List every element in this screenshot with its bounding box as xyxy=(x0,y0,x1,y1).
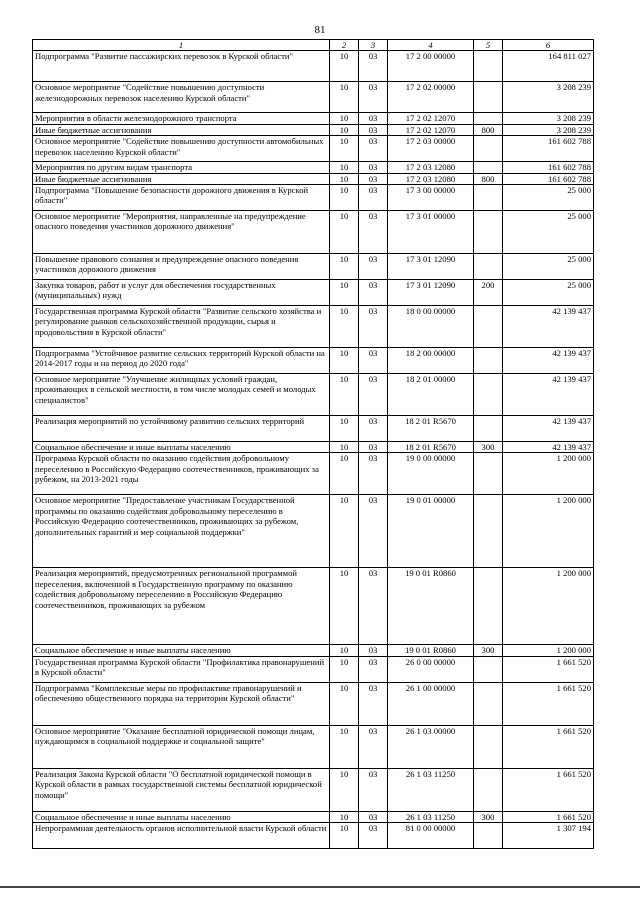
row-expense-type xyxy=(474,725,503,768)
row-target-code: 18 2 00 00000 xyxy=(388,348,474,374)
row-amount: 161 602 788 xyxy=(503,136,594,162)
row-amount: 42 139 437 xyxy=(503,442,594,453)
row-name: Социальное обеспечение и иные выплаты населению xyxy=(33,645,330,656)
row-expense-type xyxy=(474,254,503,280)
table-row xyxy=(33,82,594,113)
row-amount: 161 602 788 xyxy=(503,173,594,184)
row-expense-type xyxy=(474,113,503,124)
row-name: Непрограммная деятельность органов исполнительной власти Курской области xyxy=(33,823,330,849)
row-section: 10 xyxy=(330,823,359,849)
row-subsection: 03 xyxy=(359,173,388,184)
row-section: 10 xyxy=(330,51,359,82)
row-target-code: 18 2 01 R5670 xyxy=(388,416,474,442)
row-section: 10 xyxy=(330,442,359,453)
table-row xyxy=(33,442,594,453)
row-amount: 164 811 027 xyxy=(503,51,594,82)
row-target-code: 17 2 02 12070 xyxy=(388,124,474,135)
column-header: 5 xyxy=(474,40,503,51)
scan-edge xyxy=(0,886,640,888)
row-subsection: 03 xyxy=(359,348,388,374)
row-expense-type: 800 xyxy=(474,124,503,135)
table-row xyxy=(33,725,594,768)
column-header: 1 xyxy=(33,40,330,51)
row-subsection: 03 xyxy=(359,725,388,768)
row-target-code: 81 0 00 00000 xyxy=(388,823,474,849)
row-amount: 25 000 xyxy=(503,211,594,254)
row-amount: 1 200 000 xyxy=(503,495,594,568)
row-section: 10 xyxy=(330,173,359,184)
table-row xyxy=(33,113,594,124)
row-name: Реализация мероприятий, предусмотренных региональной программой переселения, включенной в Государственную программу по оказанию содействия добровольному переселению в Российскую Федерацию соотечественников, проживающих за рубежом xyxy=(33,568,330,645)
row-target-code: 17 2 00 00000 xyxy=(388,51,474,82)
row-name: Иные бюджетные ассигнования xyxy=(33,173,330,184)
row-expense-type xyxy=(474,656,503,682)
row-expense-type: 300 xyxy=(474,645,503,656)
row-target-code: 19 0 01 R0860 xyxy=(388,645,474,656)
table-row xyxy=(33,682,594,725)
row-name: Основное мероприятие "Предоставление участникам Государственной программы по оказанию содействия добровольному переселению в Российскую Федерацию соотечественников, проживающих за рубежом, дополнительных гарантий и мер социальной поддержки" xyxy=(33,495,330,568)
row-amount: 1 661 520 xyxy=(503,725,594,768)
row-name: Мероприятия по другим видам транспорта xyxy=(33,162,330,173)
row-expense-type xyxy=(474,211,503,254)
row-target-code: 26 0 00 00000 xyxy=(388,656,474,682)
row-target-code: 17 3 01 12090 xyxy=(388,280,474,306)
table-row xyxy=(33,495,594,568)
table-row xyxy=(33,348,594,374)
table-row xyxy=(33,211,594,254)
table-row xyxy=(33,254,594,280)
row-target-code: 26 1 03 11250 xyxy=(388,768,474,811)
row-subsection: 03 xyxy=(359,374,388,416)
row-amount: 42 139 437 xyxy=(503,306,594,348)
page-number: 81 xyxy=(314,24,326,36)
row-name: Подпрограмма "Комплексные меры по профилактике правонарушений и обеспечению общественного порядка на территории Курской области" xyxy=(33,682,330,725)
row-section: 10 xyxy=(330,113,359,124)
row-section: 10 xyxy=(330,211,359,254)
row-subsection: 03 xyxy=(359,682,388,725)
row-expense-type xyxy=(474,348,503,374)
row-section: 10 xyxy=(330,682,359,725)
table-row xyxy=(33,416,594,442)
row-target-code: 26 1 00 00000 xyxy=(388,682,474,725)
row-amount: 1 200 000 xyxy=(503,453,594,495)
row-section: 10 xyxy=(330,162,359,173)
row-subsection: 03 xyxy=(359,51,388,82)
row-target-code: 17 2 02 00000 xyxy=(388,82,474,113)
row-subsection: 03 xyxy=(359,416,388,442)
row-target-code: 17 3 01 12090 xyxy=(388,254,474,280)
table-row xyxy=(33,162,594,173)
row-section: 10 xyxy=(330,416,359,442)
row-subsection: 03 xyxy=(359,124,388,135)
row-amount: 1 200 000 xyxy=(503,568,594,645)
row-subsection: 03 xyxy=(359,211,388,254)
column-header: 2 xyxy=(330,40,359,51)
row-section: 10 xyxy=(330,453,359,495)
row-expense-type: 300 xyxy=(474,811,503,822)
table-row xyxy=(33,811,594,822)
row-expense-type xyxy=(474,768,503,811)
row-expense-type xyxy=(474,682,503,725)
row-section: 10 xyxy=(330,348,359,374)
row-name: Программа Курской области по оказанию содействия добровольному переселению в Российскую Федерацию соотечественников, проживающих за рубежом, на 2013-2021 годы xyxy=(33,453,330,495)
row-expense-type xyxy=(474,306,503,348)
row-name: Повышение правового сознания и предупреждение опасного поведения участников дорожного движения xyxy=(33,254,330,280)
row-amount: 3 208 239 xyxy=(503,113,594,124)
row-subsection: 03 xyxy=(359,568,388,645)
row-subsection: 03 xyxy=(359,645,388,656)
table-row xyxy=(33,306,594,348)
row-name: Иные бюджетные ассигнования xyxy=(33,124,330,135)
row-target-code: 18 2 01 R5670 xyxy=(388,442,474,453)
row-subsection: 03 xyxy=(359,113,388,124)
row-name: Подпрограмма "Развитие пассажирских перевозок в Курской области" xyxy=(33,51,330,82)
row-target-code: 19 0 00 00000 xyxy=(388,453,474,495)
row-expense-type: 300 xyxy=(474,442,503,453)
row-target-code: 17 2 03 00000 xyxy=(388,136,474,162)
row-name: Закупка товаров, работ и услуг для обеспечения государственных (муниципальных) нужд xyxy=(33,280,330,306)
column-header: 3 xyxy=(359,40,388,51)
row-subsection: 03 xyxy=(359,82,388,113)
row-amount: 42 139 437 xyxy=(503,348,594,374)
row-expense-type xyxy=(474,453,503,495)
row-section: 10 xyxy=(330,124,359,135)
budget-table xyxy=(32,39,594,849)
column-header: 4 xyxy=(388,40,474,51)
row-section: 10 xyxy=(330,768,359,811)
row-section: 10 xyxy=(330,280,359,306)
row-target-code: 18 0 00 00000 xyxy=(388,306,474,348)
row-section: 10 xyxy=(330,254,359,280)
table-row xyxy=(33,823,594,849)
row-section: 10 xyxy=(330,568,359,645)
row-name: Реализация мероприятий по устойчивому развитию сельских территорий xyxy=(33,416,330,442)
row-name: Основное мероприятие "Содействие повышению доступности автомобильных перевозок населению Курской области" xyxy=(33,136,330,162)
row-expense-type: 800 xyxy=(474,173,503,184)
table-row xyxy=(33,185,594,211)
row-subsection: 03 xyxy=(359,306,388,348)
row-expense-type xyxy=(474,162,503,173)
row-expense-type xyxy=(474,495,503,568)
row-section: 10 xyxy=(330,645,359,656)
row-name: Подпрограмма "Устойчивое развитие сельских территорий Курской области на 2014-2017 годы и на период до 2020 года" xyxy=(33,348,330,374)
table-row xyxy=(33,768,594,811)
column-header: 6 xyxy=(503,40,594,51)
row-subsection: 03 xyxy=(359,185,388,211)
row-section: 10 xyxy=(330,82,359,113)
row-subsection: 03 xyxy=(359,136,388,162)
row-target-code: 19 0 01 00000 xyxy=(388,495,474,568)
row-subsection: 03 xyxy=(359,823,388,849)
row-amount: 1 661 520 xyxy=(503,811,594,822)
row-amount: 1 200 000 xyxy=(503,645,594,656)
row-expense-type xyxy=(474,416,503,442)
row-section: 10 xyxy=(330,306,359,348)
row-name: Социальное обеспечение и иные выплаты населению xyxy=(33,442,330,453)
table-row xyxy=(33,136,594,162)
row-subsection: 03 xyxy=(359,453,388,495)
table-row xyxy=(33,173,594,184)
table-row xyxy=(33,124,594,135)
row-target-code: 26 1 03 00000 xyxy=(388,725,474,768)
row-subsection: 03 xyxy=(359,656,388,682)
row-section: 10 xyxy=(330,374,359,416)
row-amount: 25 000 xyxy=(503,254,594,280)
row-name: Государственная программа Курской области "Профилактика правонарушений в Курской области" xyxy=(33,656,330,682)
row-amount: 1 661 520 xyxy=(503,656,594,682)
row-target-code: 17 2 02 12070 xyxy=(388,113,474,124)
row-amount: 1 307 194 xyxy=(503,823,594,849)
table-row xyxy=(33,374,594,416)
row-target-code: 19 0 01 R0860 xyxy=(388,568,474,645)
row-amount: 42 139 437 xyxy=(503,374,594,416)
row-expense-type xyxy=(474,136,503,162)
row-expense-type xyxy=(474,82,503,113)
table-row xyxy=(33,453,594,495)
row-target-code: 17 3 01 00000 xyxy=(388,211,474,254)
table-row xyxy=(33,51,594,82)
row-name: Основное мероприятие "Улучшение жилищных условий граждан, проживающих в сельской местности, в том числе молодых семей и молодых специалистов" xyxy=(33,374,330,416)
row-name: Реализация Закона Курской области "О бесплатной юридической помощи в Курской области в рамках государственной системы бесплатной юридической помощи" xyxy=(33,768,330,811)
row-section: 10 xyxy=(330,185,359,211)
table-row xyxy=(33,645,594,656)
row-section: 10 xyxy=(330,811,359,822)
row-name: Подпрограмма "Повышение безопасности дорожного движения в Курской области" xyxy=(33,185,330,211)
row-target-code: 17 2 03 12080 xyxy=(388,173,474,184)
row-name: Основное мероприятие "Содействие повышению доступности железнодорожных перевозок населению Курской области" xyxy=(33,82,330,113)
row-section: 10 xyxy=(330,136,359,162)
row-name: Основное мероприятие "Оказание бесплатной юридической помощи лицам, нуждающимся в социальной поддержке и социальной защите" xyxy=(33,725,330,768)
row-subsection: 03 xyxy=(359,811,388,822)
row-section: 10 xyxy=(330,495,359,568)
row-amount: 25 000 xyxy=(503,185,594,211)
row-amount: 42 139 437 xyxy=(503,416,594,442)
row-amount: 161 602 788 xyxy=(503,162,594,173)
row-section: 10 xyxy=(330,656,359,682)
row-expense-type xyxy=(474,374,503,416)
row-subsection: 03 xyxy=(359,442,388,453)
row-expense-type xyxy=(474,185,503,211)
row-expense-type xyxy=(474,568,503,645)
row-subsection: 03 xyxy=(359,162,388,173)
row-subsection: 03 xyxy=(359,768,388,811)
table-row xyxy=(33,656,594,682)
header-row xyxy=(33,40,594,51)
row-amount: 3 208 239 xyxy=(503,82,594,113)
row-amount: 1 661 520 xyxy=(503,682,594,725)
row-name: Государственная программа Курской области "Развитие сельского хозяйства и регулирование рынков сельскохозяйственной продукции, сырья и продовольствия в Курской области" xyxy=(33,306,330,348)
row-expense-type xyxy=(474,51,503,82)
row-name: Основное мероприятие "Мероприятия, направленные на предупреждение опасного поведения участников дорожного движения" xyxy=(33,211,330,254)
row-expense-type xyxy=(474,823,503,849)
row-target-code: 26 1 03 11250 xyxy=(388,811,474,822)
table-row xyxy=(33,568,594,645)
row-section: 10 xyxy=(330,725,359,768)
row-subsection: 03 xyxy=(359,254,388,280)
row-target-code: 17 3 00 00000 xyxy=(388,185,474,211)
row-name: Мероприятия в области железнодорожного транспорта xyxy=(33,113,330,124)
row-amount: 3 208 239 xyxy=(503,124,594,135)
row-target-code: 17 2 03 12080 xyxy=(388,162,474,173)
row-name: Социальное обеспечение и иные выплаты населению xyxy=(33,811,330,822)
table-row xyxy=(33,280,594,306)
row-expense-type: 200 xyxy=(474,280,503,306)
row-subsection: 03 xyxy=(359,280,388,306)
row-amount: 1 661 520 xyxy=(503,768,594,811)
row-amount: 25 000 xyxy=(503,280,594,306)
row-target-code: 18 2 01 00000 xyxy=(388,374,474,416)
row-subsection: 03 xyxy=(359,495,388,568)
